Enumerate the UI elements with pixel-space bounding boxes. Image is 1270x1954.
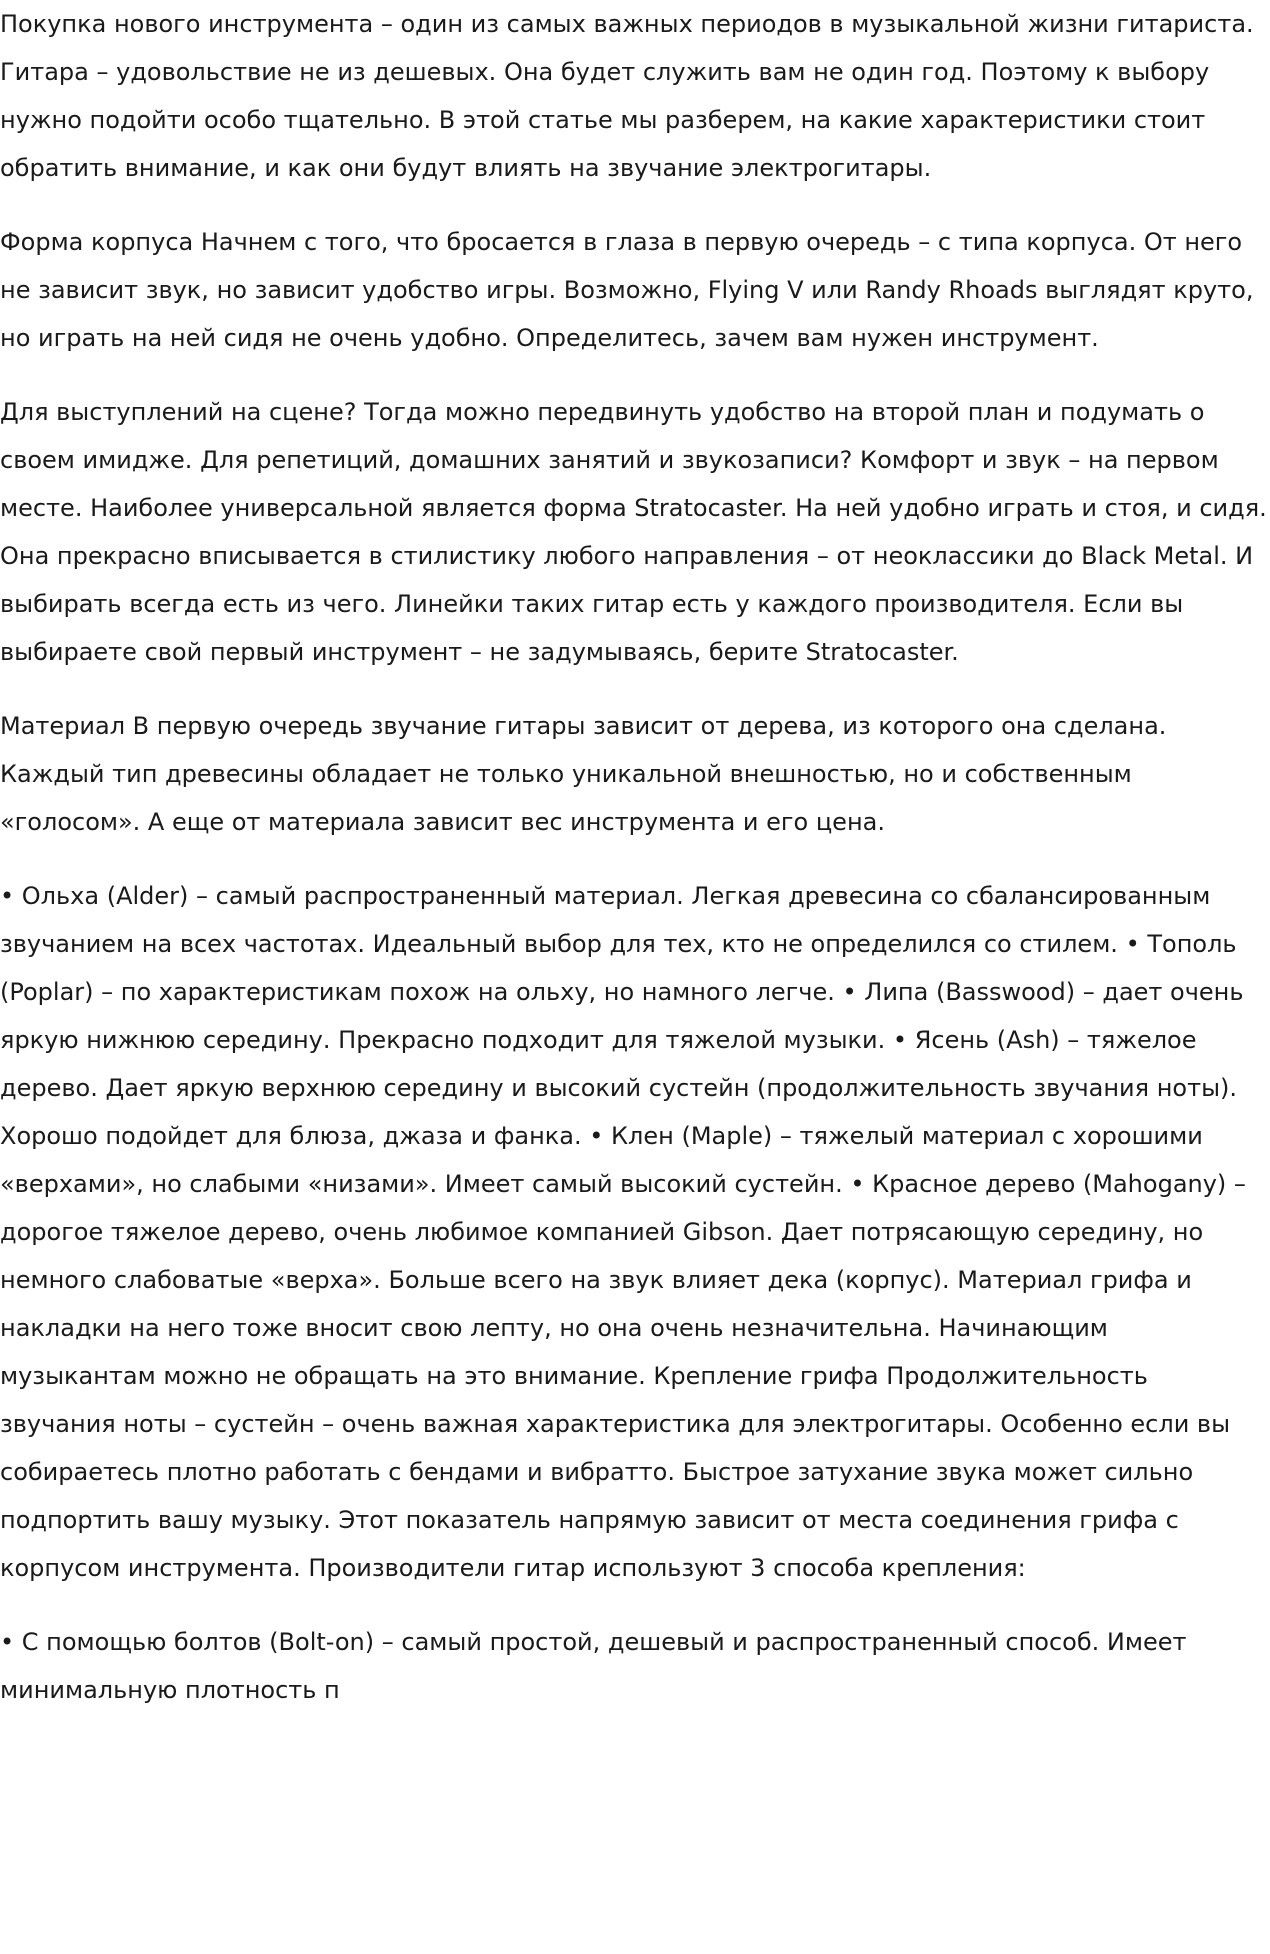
paragraph-bolt-on: • С помощью болтов (Bolt-on) – самый простой, дешевый и распространенный способ. Имеет минимальную плотность п	[0, 1628, 1187, 1704]
paragraph-wood-types: • Ольха (Alder) – самый распространенный материал. Легкая древесина со сбалансированным звучанием на всех частотах. Идеальный выбор для тех, кто не определился со стилем. • Тополь (Poplar) – по характеристикам похож на ольху, но намного легче. • Липа (Basswood) – дает очень яркую нижнюю середину. Прекрасно подходит для тяжелой музыки. • Ясень (Ash) – тяжелое дерево. Дает яркую верхнюю середину и высокий сустейн (продолжительность звучания ноты). Хорошо подойдет для блюза, джаза и фанка. • Клен (Maple) – тяжелый материал с хорошими «верхами», но слабыми «низами». Имеет самый высокий сустейн. • Красное дерево (Mahogany) – дорогое тяжелое дерево, очень любимое компанией Gibson. Дает потрясающую середину, но немного слабоватые «верха». Больше всего на звук влияет дека (корпус). Материал грифа и накладки на него тоже вносит свою лепту, но она очень незначительна. Начинающим музыкантам можно не обращать на это внимание. Крепление грифа Продолжительность звучания ноты – сустейн – очень важная характеристика для электрогитары. Особенно если вы собираетесь плотно работать с бендами и вибратто. Быстрое затухание звука может сильно подпортить вашу музыку. Этот показатель напрямую зависит от места соединения грифа с корпусом инструмента. Производители гитар используют 3 способа крепления:	[0, 882, 1246, 1582]
paragraph-stage-use: Для выступлений на сцене? Тогда можно передвинуть удобство на второй план и подумать о своем имидже. Для репетиций, домашних занятий и звукозаписи? Комфорт и звук – на первом месте. Наиболее универсальной является форма Stratocaster. На ней удобно играть и стоя, и сидя. Она прекрасно вписывается в стилистику любого направления – от неоклассики до Black Metal. И выбирать всегда есть из чего. Линейки таких гитар есть у каждого производителя. Если вы выбираете свой первый инструмент – не задумываясь, берите Stratocaster.	[0, 398, 1267, 666]
paragraph-material: Материал В первую очередь звучание гитары зависит от дерева, из которого она сделана. Каждый тип древесины обладает не только уникальной внешностью, но и собственным «голосом». А еще от материала зависит вес инструмента и его цена.	[0, 712, 1167, 836]
paragraph-intro: Покупка нового инструмента – один из самых важных периодов в музыкальной жизни гитариста. Гитара – удовольствие не из дешевых. Она будет служить вам не один год. Поэтому к выбору нужно подойти особо тщательно. В этой статье мы разберем, на какие характеристики стоит обратить внимание, и как они будут влиять на звучание электрогитары.	[0, 10, 1254, 182]
paragraph-body-shape: Форма корпуса Начнем с того, что бросается в глаза в первую очередь – с типа корпуса. От него не зависит звук, но зависит удобство игры. Возможно, Flying V или Randy Rhoads выглядят круто, но играть на ней сидя не очень удобно. Определитесь, зачем вам нужен инструмент.	[0, 228, 1254, 352]
